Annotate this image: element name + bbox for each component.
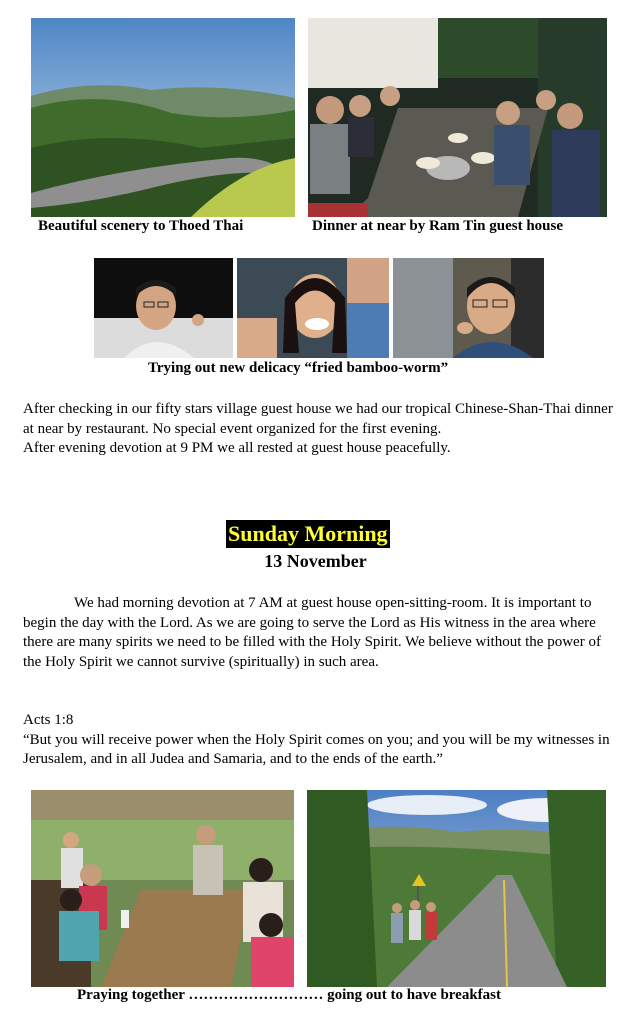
intro-paragraph-1: After checking in our fifty stars village guest house we had our tropical Chinese-Shan-Thai dinner at near by restaurant. No special event organized for the first evening. [23,401,613,437]
morning-paragraph: We had morning devotion at 7 AM at guest house open-sitting-room. It is important to begin the day with the Lord. As we are going to serve the Lord as His witness in the area where there are many spirits we need to be filled with the Holy Spirit. We believe without the power of the Holy Spirit we cannot survive (spiritually) in such area. [23,595,601,670]
intro-paragraph-2: After evening devotion at 9 PM we all rested at guest house peacefully. [23,440,451,456]
scenery-caption: Beautiful scenery to Thoed Thai [38,218,244,234]
praying-breakfast-caption: Praying together ……………………… going out to have breakfast [77,987,502,1003]
scenery-photo [31,18,295,217]
morning-body [23,594,615,672]
dinner-photo [308,18,607,217]
section-heading: Sunday Morning [228,521,388,546]
verse-block [23,711,615,770]
intro-text [23,400,615,459]
verse-text: “But you will receive power when the Holy Spirit comes on you; and you will be my witnesses in Jerusalem, and in all Judea and Samaria, and to the ends of the earth.” [23,731,610,767]
road-walk-photo [307,790,606,987]
bamboo-worm-caption: Trying out new delicacy “fried bamboo-worm” [148,360,449,376]
dinner-caption: Dinner at near by Ram Tin guest house [312,218,564,234]
section-date: 13 November [264,551,367,571]
praying-photo [31,790,294,987]
bamboo-worm-photo-2 [237,258,389,358]
bamboo-worm-photo-1 [94,258,233,358]
bamboo-worm-photo-3 [393,258,544,358]
verse-reference: Acts 1:8 [23,712,74,728]
